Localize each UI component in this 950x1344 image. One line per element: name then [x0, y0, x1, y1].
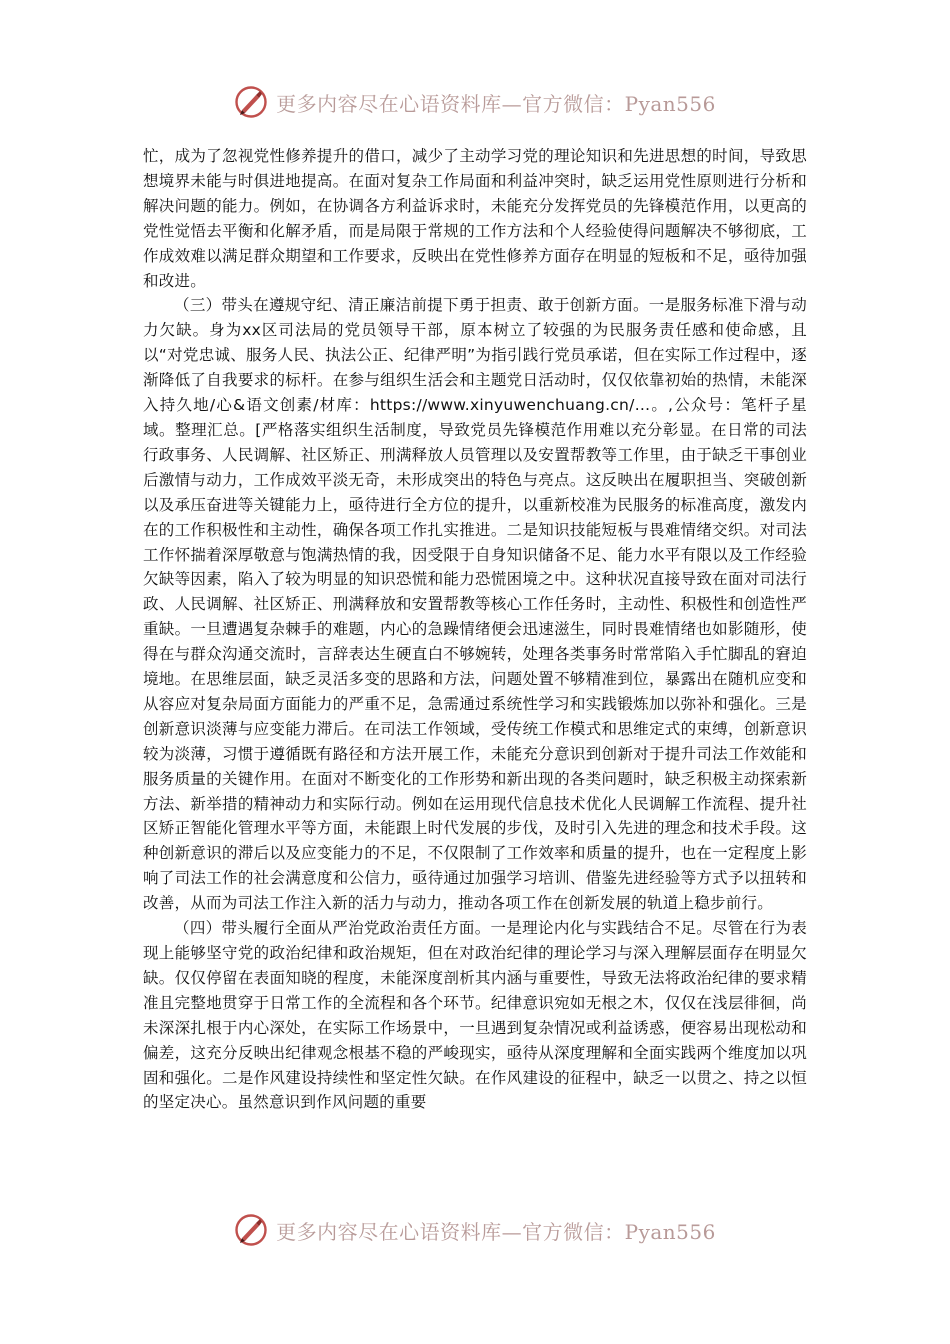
paragraph-3: （四）带头履行全面从严治党政治责任方面。一是理论内化与实践结合不足。尽管在行为表现上能够坚守党的政治纪律和政治规矩，但在对政治纪律的理论学习与深入理解层面存在明显欠缺。仅仅停留在表面知晓的程度，未能深度剖析其内涵与重要性，导致无法将政治纪律的要求精准且完整地贯穿于日常工作的全流程和各个环节。纪律意识宛如无根之木，仅仅在浅层徘徊，尚未深深扎根于内心深处，在实际工作场景中，一旦遇到复杂情况或利益诱惑，便容易出现松动和偏差，这充分反映出纪律观念根基不稳的严峻现实，亟待从深度理解和全面实践两个维度加以巩固和强化。二是作风建设持续性和坚定性欠缺。在作风建设的征程中，缺乏一以贯之、持之以恒的坚定决心。虽然意识到作风问题的重要	[143, 919, 807, 1112]
banner-text: 更多内容尽在心语资料库—官方微信：Pyan556	[276, 91, 716, 116]
header-watermark-banner	[0, 80, 950, 124]
footer-watermark-banner	[0, 1208, 950, 1252]
pen-logo-icon	[234, 1213, 268, 1247]
pen-logo-icon	[234, 85, 268, 119]
paragraph-1: 忙，成为了忽视党性修养提升的借口，减少了主动学习党的理论知识和先进思想的时间，导致思想境界未能与时俱进地提高。在面对复杂工作局面和利益冲突时，缺乏运用党性原则进行分析和解决问题的能力。例如，在协调各方利益诉求时，未能充分发挥党员的先锋模范作用，以更高的党性觉悟去平衡和化解矛盾，而是局限于常规的工作方法和个人经验使得问题解决不够彻底，工作成效难以满足群众期望和工作要求，反映出在党性修养方面存在明显的短板和不足，亟待加强和改进。	[143, 147, 807, 290]
banner-text: 更多内容尽在心语资料库—官方微信：Pyan556	[276, 1219, 716, 1244]
paragraph-2: （三）带头在遵规守纪、清正廉洁前提下勇于担责、敢于创新方面。一是服务标准下滑与动力欠缺。身为xx区司法局的党员领导干部，原本树立了较强的为民服务责任感和使命感，且以“对党忠诚、服务人民、执法公正、纪律严明”为指引践行党员承诺，但在实际工作过程中，逐渐降低了自我要求的标杆。在参与组织生活会和主题党日活动时，仅仅依靠初始的热情，未能深入持久地/心&语文创素/材库：https://www.xinyuwenchuang.cn/…。,公众号：笔杆子星域。整理汇总。[严格落实组织生活制度，导致党员先锋模范作用难以充分彰显。在日常的司法行政事务、人民调解、社区矫正、刑满释放人员管理以及安置帮教等工作里，由于缺乏干事创业后激情与动力，工作成效平淡无奇，未形成突出的特色与亮点。这反映出在履职担当、突破创新以及承压奋进等关键能力上，亟待进行全方位的提升，以重新校准为民服务的标准高度，激发内在的工作积极性和主动性，确保各项工作扎实推进。二是知识技能短板与畏难情绪交织。对司法工作怀揣着深厚敬意与饱满热情的我，因受限于自身知识储备不足、能力水平有限以及工作经验欠缺等因素，陷入了较为明显的知识恐慌和能力恐慌困境之中。这种状况直接导致在面对司法行政、人民调解、社区矫正、刑满释放和安置帮教等核心工作任务时，主动性、积极性和创造性严重缺。一旦遭遇复杂棘手的难题，内心的急躁情绪便会迅速滋生，同时畏难情绪也如影随形，使得在与群众沟通交流时，言辞表达生硬直白不够婉转，处理各类事务时常常陷入手忙脚乱的窘迫境地。在思维层面，缺乏灵活多变的思路和方法，问题处置不够精准到位，暴露出在随机应变和从容应对复杂局面方面能力的严重不足，急需通过系统性学习和实践锻炼加以弥补和强化。三是创新意识淡薄与应变能力滞后。在司法工作领域，受传统工作模式和思维定式的束缚，创新意识较为淡薄，习惯于遵循既有路径和方法开展工作，未能充分意识到创新对于提升司法工作效能和服务质量的关键作用。在面对不断变化的工作形势和新出现的各类问题时，缺乏积极主动探索新方法、新举措的精神动力和实际行动。例如在运用现代信息技术优化人民调解工作流程、提升社区矫正智能化管理水平等方面，未能跟上时代发展的步伐，及时引入先进的理念和技术手段。这种创新意识的滞后以及应变能力的不足，不仅限制了工作效率和质量的提升，也在一定程度上影响了司法工作的社会满意度和公信力，亟待通过加强学习培训、借鉴先进经验等方式予以扭转和改善，从而为司法工作注入新的活力与动力，推动各项工作在创新发展的轨道上稳步前行。	[143, 296, 807, 913]
document-body	[143, 144, 807, 1115]
